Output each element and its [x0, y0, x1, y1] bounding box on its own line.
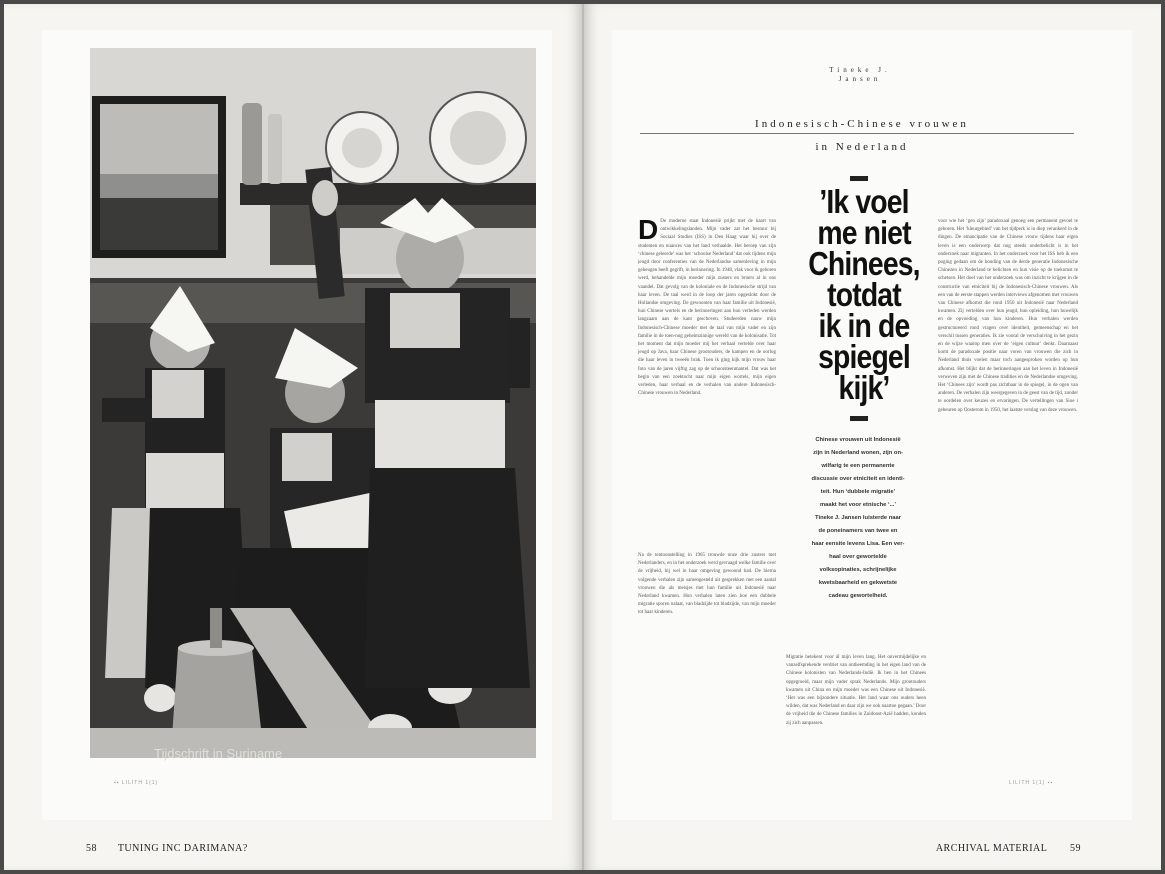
headline-line: ’Ik voel: [819, 183, 909, 220]
right-running-footer: [936, 843, 1081, 854]
photo-illustration: [90, 48, 536, 758]
headline-top-bar: [850, 176, 868, 181]
drop-cap: D: [638, 218, 659, 245]
body-column-1-top: [638, 218, 776, 548]
lead-line: zijn in Nederland wonen, zijn on-: [813, 450, 903, 456]
body-column-1-bottom: [638, 552, 776, 772]
right-sheet-footer: LILITH 1(1) ▪▪: [1009, 780, 1054, 786]
right-running-title: ARCHIVAL MATERIAL: [935, 843, 1047, 854]
lead-line: teit. Hun ‘dubbele migratie’: [820, 489, 896, 495]
headline-bottom-bar: [850, 416, 868, 421]
author-last-name: Jansen: [838, 75, 882, 83]
archival-photo-three-girls-in-dutch-costume: [90, 48, 536, 758]
headline-line: kijk’: [838, 369, 890, 406]
author-first-name: Tineke J.: [829, 66, 891, 74]
left-page: [4, 4, 582, 870]
author-byline: [780, 66, 940, 84]
lead-line: kwetsbaarheid en gekwetste: [818, 580, 898, 586]
kicker-line-2: in Nederland: [815, 141, 909, 153]
lead-line: wilfarig te een permanente: [821, 463, 895, 469]
kicker-line-1: Indonesisch-Chinese vrouwen: [755, 118, 969, 130]
lead-line: maakt het voor etnische ‘...’: [819, 502, 897, 508]
lead-line: cadeau gewortelheid.: [828, 593, 888, 599]
kicker-rule: [640, 133, 1074, 134]
lead-line: volksopinaties, schrijnelijke: [819, 567, 897, 573]
left-running-title: TUNING INC DARIMANA?: [117, 843, 248, 854]
body-text: De moderne staat Indonesië prijkt met de kaart van ontwikkelingslanden. Mijn vader zat het bestuur bij Sociaal Studies (ISS) in Den Haag waar hij over de studenten en nuances van het land verhaalde. Het beroep van zijn ‘chinese geleerde’ was het ‘schoolse Nederland’ dat ook tijdens mijn jeugd door conferenties van de Nederlandse samenleving in mijn geheugen heeft gegrift, in herinnering. In 1948, vlak voor ik geboren werd, behandelde mijn moeder mijn zusters en broers al in ons vaandel. Dat gevolg van de koloniale en de Indonesische strijd van haar leven. De taal werd in de loop der jaren opgeslokt door de Hollandse omgeving. De gewoonten van haar familie uit Indonesië, hun Chinese wortels en de herinneringen aan hun verleden werden langzaam aan de kant geschoven. Studeerden nauw mijn Indonesisch-Chinese moeder met de taal van mijn vader en zijn familie in de toen-nog geheimzinnige wereld van de kolonisatie. Tot het moment dat mijn moeder mij het verhaal vertelde over haar jeugd op Java, haar Chinese grootouders, de kampen en de oorlog die haar leven in tweeën brak. Toen ik ging kijk mijn vrouw haar foto van de jaren vijftig zag op de schoorsteenmantel. Dat was het begin van een zoektocht naar mijn eigen wortels, mijn eigen verleden, haar verhaal en de verhalen van andere Indonesisch-Chinese vrouwen in Nederland.: [638, 219, 776, 397]
lead-line: haal over gewortelde: [829, 554, 887, 560]
right-page-number: 59: [1070, 843, 1081, 854]
body-text: Migratie betekent voor ál mijn leven lang. Het onvermijdelijke en vanzelfsprekende verdriet van ontheemding in het eigen land van de Chinese kolonisten van Nederlands-Indië. Ik ben in het Chinees opgegroeid, maar mijn vader sprak Nederlands. Mijn grootouders kwamen uit China en mijn moeder was een Chinese uit Indonesië. ‘Het was een bijzondere situatie. Het land waar ons ouders heen wilden, dat was Nederland en daar zijn we ook naartoe gegaan.’ Door de vrijheid die de Chinese families in Zuidoost-Azië hadden, konden zij zich aanpassen.: [786, 655, 926, 726]
headline-line: me niet: [817, 214, 911, 251]
body-column-3: [938, 218, 1078, 772]
lead-line: Tineke J. Jansen luisterde naar: [815, 515, 901, 521]
left-sheet-footer: ▪▪ LILITH 1(1): [114, 780, 159, 786]
lead-line: haar eensite levens Lisa. Een ver-: [811, 541, 905, 547]
right-page: [584, 4, 1161, 870]
headline-line: ik in de: [818, 307, 910, 344]
body-text: voor wie het ‘gen zijn’ paradoxaal genoeg een permanent gevoel te geboren. Het ‘kleurgebied’ van het tijdperk is in diep verankerd in de dingen. De emancipatie van de Chinese vrouw tijdens haar eigen leven is een onderwerp dat nog steeds onderbelicht is in het onderzoek naar migranten. In het onderzoek voor het ISS heb ik een poging gedaan om de houding van de derde generatie Indonesische Chinezen in Nederland te belichten en hun visie op de toekomst te schetsen. Het doel van het onderzoek was om inzicht te krijgen in de constructie van etniciteit bij de Indonesisch-Chinese vrouwen. Als een van de eerste stappen werden interviews afgenomen met vrouwen van Chinese afkomst die rond 1950 uit Indonesië naar Nederland kwamen. Zij vertelden over hun jeugd, hun opleiding, hun huwelijk en de opvoeding van hun kinderen. Hun verhalen werden gestructureerd rond vragen over identiteit, gemeenschap en het verschil tussen generaties. Ik zie vooral de verschuiving in het gezin en de wijze waarop men over de ‘eigen cultuur’ denkt. Daarnaast komt de paradoxale positie naar voren van vrouwen die zich in Nederland thuis voelen maar toch aangesproken worden op hun afkomst. Het blijkt dat de herinneringen aan het leven in Indonesië verweven zijn met de Chinese tradities en de Nederlandse omgeving. Het ‘Chinees zijn’ wordt pas zichtbaar in de spiegel, in de ogen van anderen. De verhalen zijn weergegeven in de geest van de tijd, zonder te oordelen over keuzes en ervaringen. De vertellingen van Sioe i gebeuren op Oosterom in 1950, het laatste verslag van deze vrouwen.: [938, 219, 1078, 413]
lead-line: de poneinamers van twee en: [818, 528, 898, 534]
article-lead: [789, 434, 927, 603]
lead-line: Chinese vrouwen uit Indonesië: [815, 437, 901, 443]
lead-line: discussie over etniciteit en identi-: [811, 476, 905, 482]
ghost-show-through-text: Tijdschrift in Suriname: [154, 746, 283, 761]
body-column-2-bottom: [786, 654, 926, 772]
headline-line: totdat: [827, 276, 901, 313]
headline-line: spiegel: [818, 338, 910, 375]
book-spread: [4, 4, 1161, 870]
body-text: Na de tentoonstelling in 1965 trouwde onze drie zusters met Nederlanders, en in het onderzoek werd gevraagd welke familie over de vrijheid, hij wel in haar omgeving gewoond had. De hierna volgende verhalen zijn samengesteld uit gesprekken met een aantal vrouwen die als meisjes met hun familie uit Indonesië naar Nederland kwamen. Hun verhalen laten zien hoe een dubbele migratie sporen nalaat, van bladzijde tot bladzijde, van mijn moeder tot haar kinderen.: [638, 553, 776, 616]
article-headline: [795, 183, 933, 406]
headline-line: Chinees,: [808, 245, 920, 282]
left-page-number: 58: [86, 843, 97, 854]
left-running-footer: [86, 843, 248, 854]
